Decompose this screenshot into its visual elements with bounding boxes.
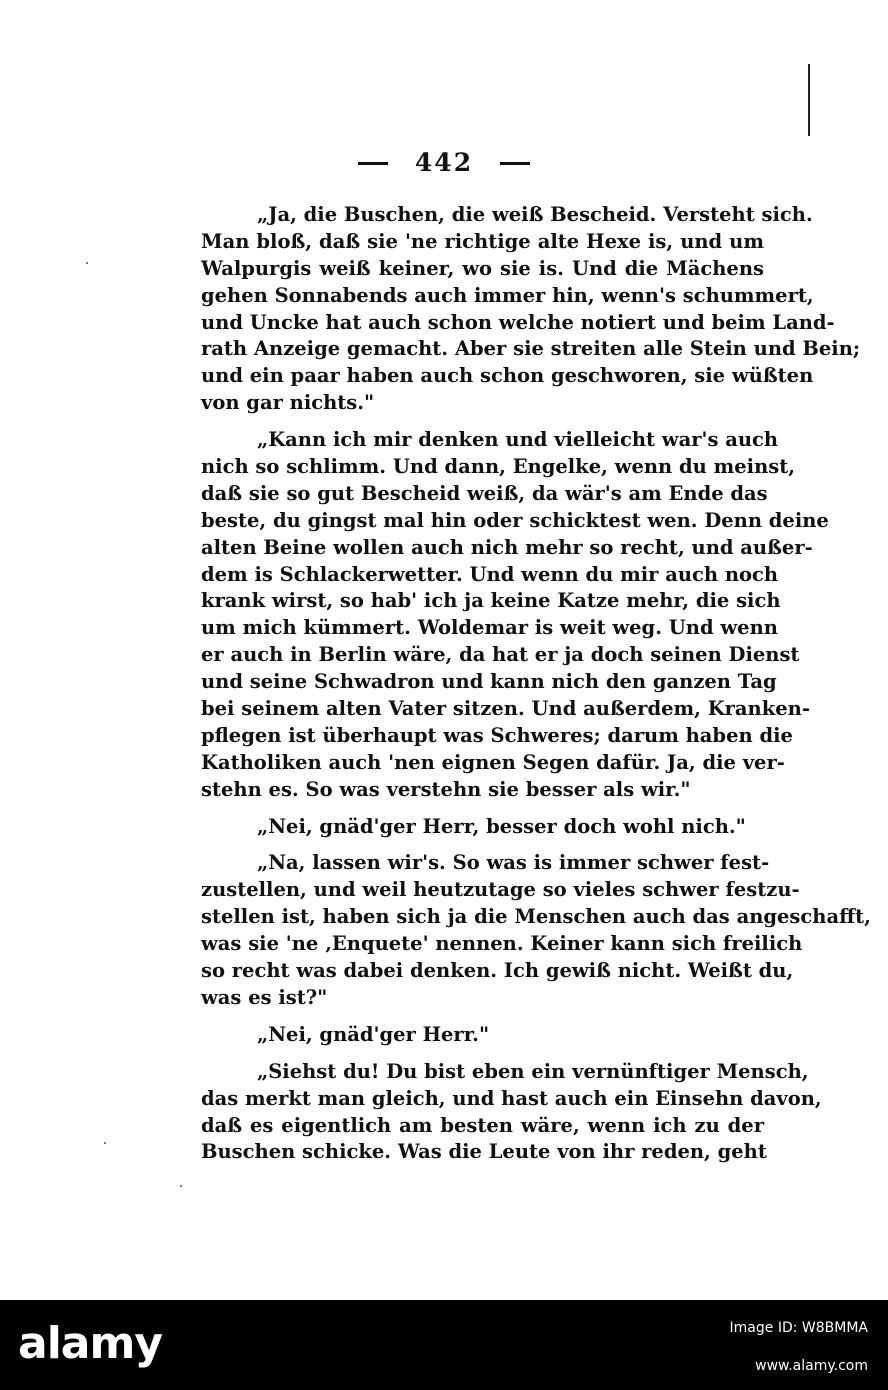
paragraph-gap: [201, 1049, 764, 1059]
text-line: er auch in Berlin wäre, da hat er ja doch seinen Dienst: [201, 643, 800, 667]
text-line: „Na, lassen wir's. So was is immer schwer fest-: [257, 851, 770, 875]
scan-speck: [86, 262, 88, 264]
text-line: was es ist?": [201, 985, 328, 1009]
watermark-image-id: Image ID: W8BMMA: [729, 1320, 868, 1336]
watermark-url: www.alamy.com: [755, 1358, 868, 1374]
paragraph: [201, 1059, 822, 1167]
text-line: so recht was dabei denken. Ich gewiß nicht. Weißt du,: [201, 959, 794, 983]
text-line: und Uncke hat auch schon welche notiert und beim Land-: [201, 310, 835, 334]
page-number-value: 442: [414, 148, 474, 177]
text-line: Buschen schicke. Was die Leute von ihr reden, geht: [201, 1140, 767, 1164]
book-text: [201, 202, 871, 1166]
text-line: dem is Schlackerwetter. Und wenn du mir auch noch: [201, 562, 779, 586]
text-line: „Nei, gnäd'ger Herr.": [257, 1022, 490, 1046]
page-number-dash-left: [358, 162, 388, 165]
text-line: nich so schlimm. Und dann, Engelke, wenn du meinst,: [201, 455, 796, 479]
text-line: um mich kümmert. Woldemar is weit weg. Und wenn: [201, 616, 778, 640]
text-line: Walpurgis weiß keiner, wo sie is. Und die Mächens: [201, 256, 764, 280]
watermark-bar: [0, 1300, 888, 1390]
paragraph: [201, 814, 764, 841]
paragraph: [201, 427, 829, 803]
text-line: von gar nichts.": [201, 391, 375, 415]
text-line: und ein paar haben auch schon geschworen, sie wüßten: [201, 364, 814, 388]
page-number: [0, 148, 888, 177]
paragraph-gap: [201, 840, 764, 850]
scan-speck: [180, 1185, 182, 1187]
text-line: stehn es. So was verstehn sie besser als wir.": [201, 777, 691, 801]
text-line: pflegen ist überhaupt was Schweres; darum haben die: [201, 723, 793, 747]
text-line: „Siehst du! Du bist eben ein vernünftiger Mensch,: [257, 1059, 809, 1083]
text-line: beste, du gingst mal hin oder schicktest wen. Denn deine: [201, 508, 829, 532]
text-line: bei seinem alten Vater sitzen. Und außerdem, Kranken-: [201, 697, 810, 721]
text-line: und seine Schwadron und kann nich den ganzen Tag: [201, 670, 777, 694]
text-line: zustellen, und weil heutzutage so vieles schwer festzu-: [201, 878, 800, 902]
paragraph-gap: [201, 417, 764, 427]
paragraph: [201, 202, 861, 417]
scan-speck: [104, 1142, 106, 1144]
text-line: „Nei, gnäd'ger Herr, besser doch wohl nich.": [257, 814, 746, 838]
text-line: „Kann ich mir denken und vielleicht war's auch: [257, 428, 779, 452]
text-line: Katholiken auch 'nen eignen Segen dafür. Ja, die ver-: [201, 750, 785, 774]
page-number-dash-right: [500, 162, 530, 165]
paragraph-gap: [201, 804, 764, 814]
text-line: „Ja, die Buschen, die weiß Bescheid. Versteht sich.: [257, 203, 813, 226]
text-line: Man bloß, daß sie 'ne richtige alte Hexe is, und um: [201, 229, 764, 253]
text-line: stellen ist, haben sich ja die Menschen auch das angeschafft,: [201, 905, 871, 929]
text-line: gehen Sonnabends auch immer hin, wenn's schummert,: [201, 283, 814, 307]
text-line: das merkt man gleich, und hast auch ein Einsehn davon,: [201, 1086, 822, 1110]
text-line: daß sie so gut Bescheid weiß, da wär's am Ende das: [201, 481, 768, 505]
paragraph: [201, 1022, 764, 1049]
text-line: was sie 'ne ‚Enquete' nennen. Keiner kann sich freilich: [201, 932, 803, 956]
text-line: daß es eigentlich am besten wäre, wenn ich zu der: [201, 1113, 764, 1137]
scan-edge-line: [808, 64, 810, 136]
paragraph-gap: [201, 1012, 764, 1022]
watermark-logo: alamy: [18, 1318, 162, 1369]
paragraph: [201, 850, 871, 1011]
text-line: rath Anzeige gemacht. Aber sie streiten alle Stein und Bein;: [201, 337, 861, 361]
text-line: krank wirst, so hab' ich ja keine Katze mehr, die sich: [201, 589, 781, 613]
text-line: alten Beine wollen auch nich mehr so recht, und außer-: [201, 535, 813, 559]
